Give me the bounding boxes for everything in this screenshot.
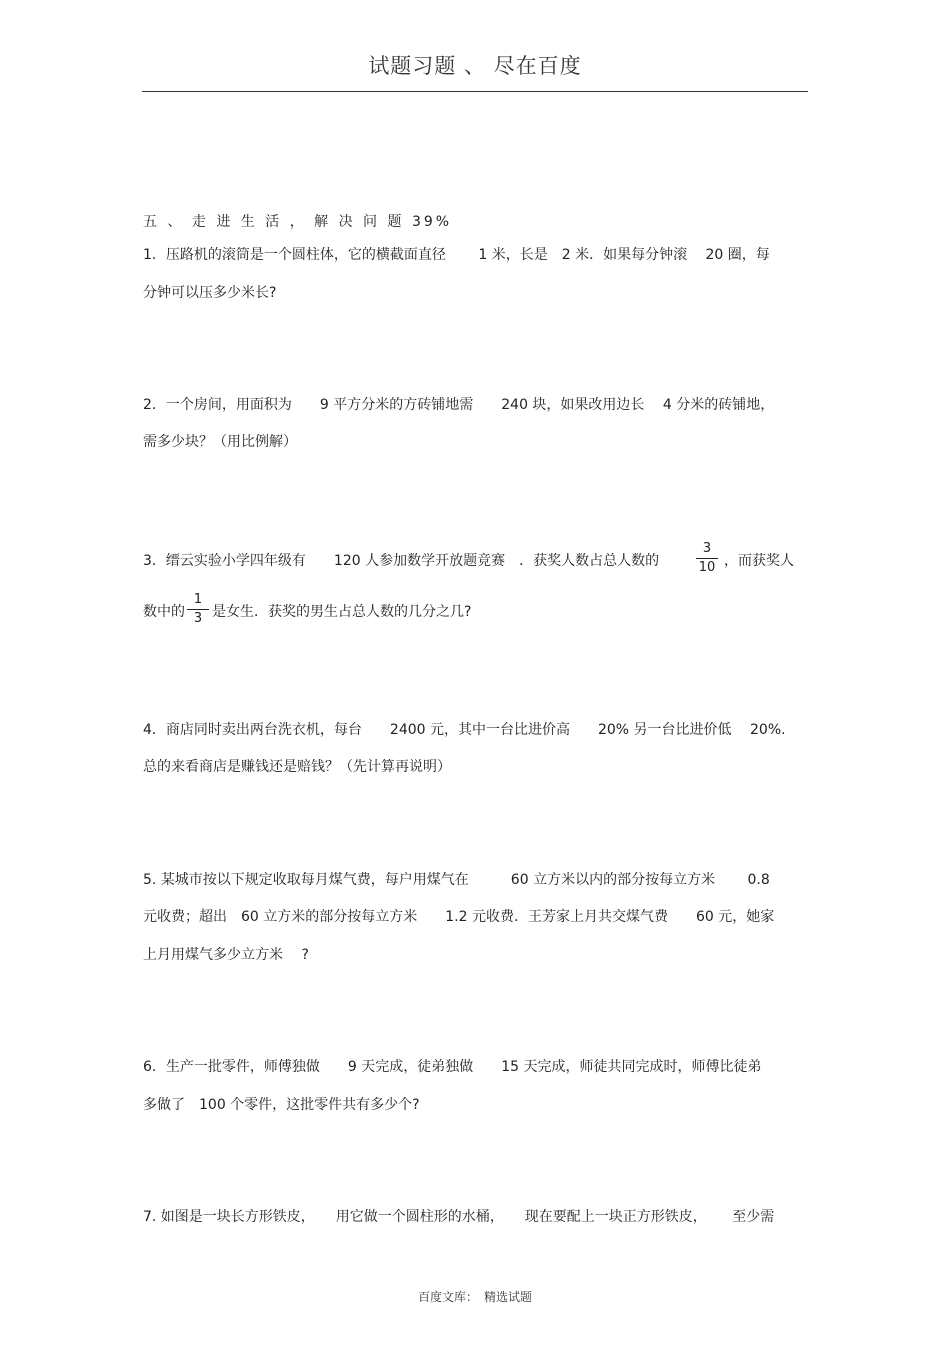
page-footer: 百度文库： 精选试题	[417, 1290, 532, 1304]
fraction-1-3	[187, 592, 209, 627]
problem-4-line-1: 4．商店同时卖出两台洗衣机，每台 2400 元，其中一台比进价高 20% 另一台比进价低 20%.	[143, 722, 786, 738]
problem-5-line-1: 5. 某城市按以下规定收取每月煤气费，每户用煤气在 60 立方米以内的部分按每立方米 0.8	[143, 872, 770, 888]
problem-2-line-2: 需多少块？（用比例解）	[143, 434, 297, 450]
problem-2-line-1: 2．一个房间，用面积为 9 平方分米的方砖铺地需 240 块，如果改用边长 4 分米的砖铺地，	[143, 397, 775, 413]
header-divider	[142, 91, 808, 92]
fraction-3-10	[696, 541, 718, 576]
fraction-denominator: 3	[193, 611, 203, 626]
problem-3-line-2-start: 数中的	[143, 604, 185, 620]
problem-3-line-1: 3．缙云实验小学四年级有 120 人参加数学开放题竞赛 ．获奖人数占总人数的	[143, 553, 660, 569]
problem-4-line-2: 总的来看商店是赚钱还是赔钱？（先计算再说明）	[143, 759, 451, 775]
problem-7-line-1: 7. 如图是一块长方形铁皮， 用它做一个圆柱形的水桶， 现在要配上一块正方形铁皮， 至少需	[143, 1209, 775, 1225]
problem-6-line-2: 多做了 100 个零件，这批零件共有多少个?	[143, 1097, 420, 1113]
fraction-numerator: 1	[193, 592, 203, 607]
problem-5-line-3: 上月用煤气多少立方米 ?	[143, 947, 309, 963]
problem-3-line-2-end: 是女生．获奖的男生占总人数的几分之几?	[212, 604, 472, 620]
problem-1-line-1: 1．压路机的滚筒是一个圆柱体，它的横截面直径 1 米，长是 2 米．如果每分钟滚 20 圈，每	[143, 247, 770, 263]
problem-3-line-1-end: ，而获奖人	[724, 553, 794, 569]
fraction-denominator: 10	[698, 560, 716, 575]
section-title: 五 、 走 进 生 活 ， 解 决 问 题 39%	[143, 214, 453, 230]
page-header-title: 试题习题 、 尽在百度	[368, 54, 582, 78]
fraction-bar	[187, 609, 209, 610]
problem-5-line-2: 元收费；超出 60 立方米的部分按每立方米 1.2 元收费．王芳家上月共交煤气费 60 元，她家	[143, 909, 775, 925]
fraction-numerator: 3	[702, 541, 712, 556]
problem-6-line-1: 6．生产一批零件，师傅独做 9 天完成，徒弟独做 15 天完成，师徒共同完成时，师傅比徒弟	[143, 1059, 762, 1075]
problem-1-line-2: 分钟可以压多少米长?	[143, 285, 277, 301]
fraction-bar	[696, 558, 718, 559]
